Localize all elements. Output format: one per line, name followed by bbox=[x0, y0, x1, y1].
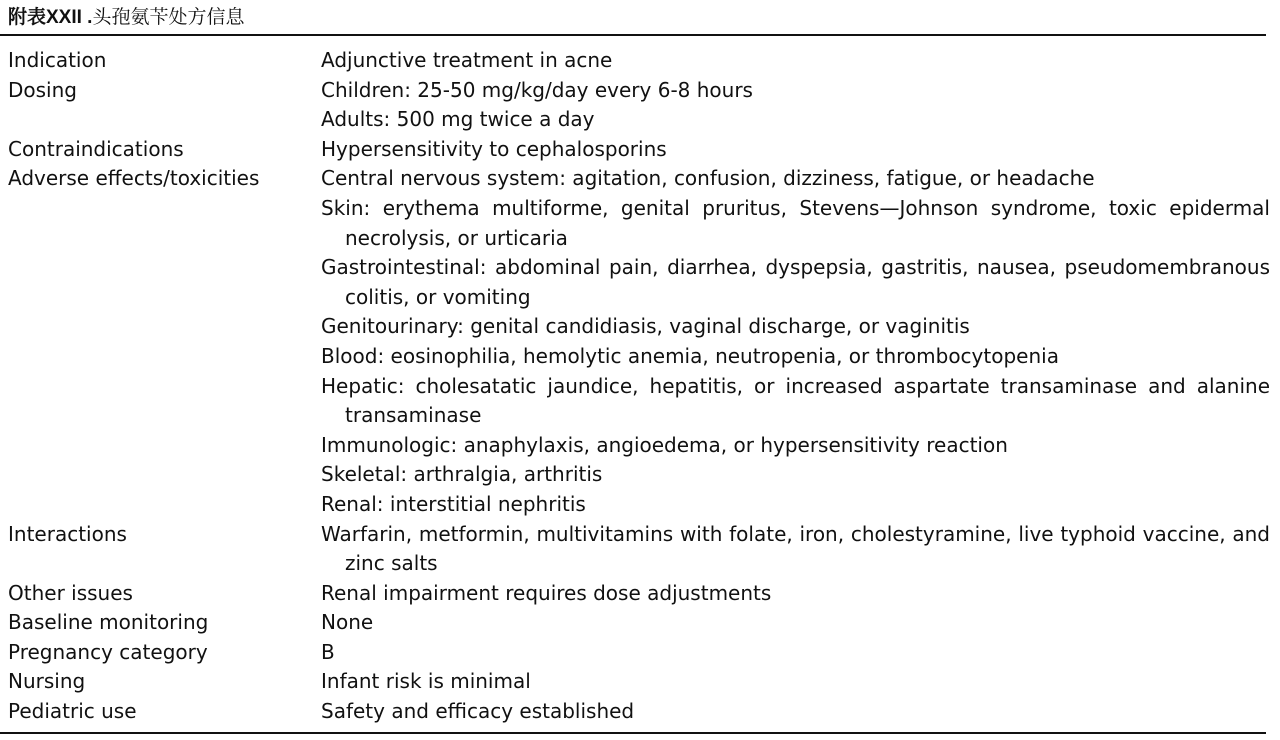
row-value-line: Skeletal: arthralgia, arthritis bbox=[321, 462, 603, 487]
row-label: Interactions bbox=[8, 521, 127, 546]
table-row bbox=[8, 76, 1270, 135]
row-label: Other issues bbox=[8, 580, 133, 605]
table-caption-label: 附表XXII . bbox=[8, 7, 93, 28]
row-value-line: Warfarin, metformin, multivitamins with folate, iron, cholestyramine, live typhoid vaccine, and zinc salts bbox=[321, 521, 1270, 576]
row-values bbox=[321, 638, 1270, 668]
row-value-line: Central nervous system: agitation, confusion, dizziness, fatigue, or headache bbox=[321, 166, 1095, 191]
table-row bbox=[8, 667, 1270, 697]
row-value-line: Adjunctive treatment in acne bbox=[321, 48, 613, 72]
row-value-line: Skin: erythema multiforme, genital pruritus, Stevens—Johnson syndrome, toxic epidermal necrolysis, or urticaria bbox=[321, 195, 1270, 250]
table-row bbox=[8, 520, 1270, 579]
table-top-rule bbox=[0, 34, 1266, 36]
row-label: Dosing bbox=[8, 77, 77, 102]
row-values bbox=[321, 135, 1270, 165]
row-label: Pediatric use bbox=[8, 699, 137, 724]
table-caption-title: 头孢氨苄处方信息 bbox=[92, 7, 245, 28]
row-label: Nursing bbox=[8, 669, 86, 694]
table-row bbox=[8, 608, 1270, 638]
row-values bbox=[321, 76, 1270, 135]
table-row bbox=[8, 46, 1270, 76]
table-caption bbox=[8, 4, 244, 31]
table-row bbox=[8, 579, 1270, 609]
row-values bbox=[321, 46, 1270, 76]
table-row bbox=[8, 135, 1270, 165]
row-values bbox=[321, 579, 1270, 609]
prescribing-info-table bbox=[8, 46, 1270, 727]
row-label: Pregnancy category bbox=[8, 639, 208, 664]
table-bottom-rule bbox=[0, 732, 1266, 734]
row-value-line: Genitourinary: genital candidiasis, vaginal discharge, or vaginitis bbox=[321, 314, 970, 339]
row-value-line: Gastrointestinal: abdominal pain, diarrhea, dyspepsia, gastritis, nausea, pseudomembranous colitis, or vomiting bbox=[321, 255, 1270, 309]
row-label: Indication bbox=[8, 48, 107, 72]
row-values bbox=[321, 520, 1270, 579]
row-label: Adverse effects/toxicities bbox=[8, 166, 260, 191]
row-label: Contraindications bbox=[8, 136, 184, 161]
row-value-line: Renal impairment requires dose adjustments bbox=[321, 580, 772, 605]
row-values bbox=[321, 608, 1270, 638]
row-value-line: Children: 25-50 mg/kg/day every 6-8 hours bbox=[321, 77, 753, 102]
row-value-line: Safety and efficacy established bbox=[321, 699, 635, 724]
row-values bbox=[321, 164, 1270, 519]
row-value-line: Hypersensitivity to cephalosporins bbox=[321, 136, 667, 161]
table-row bbox=[8, 638, 1270, 668]
table-row bbox=[8, 164, 1270, 519]
row-values bbox=[321, 667, 1270, 697]
row-value-line: None bbox=[321, 610, 374, 635]
row-value-line: Renal: interstitial nephritis bbox=[321, 491, 586, 516]
row-value-line: Immunologic: anaphylaxis, angioedema, or hypersensitivity reaction bbox=[321, 432, 1008, 457]
row-value-line: Adults: 500 mg twice a day bbox=[321, 107, 595, 132]
row-values bbox=[321, 697, 1270, 727]
row-value-line: Infant risk is minimal bbox=[321, 669, 531, 694]
row-value-line: B bbox=[321, 639, 335, 664]
row-label: Baseline monitoring bbox=[8, 610, 209, 635]
row-value-line: Blood: eosinophilia, hemolytic anemia, neutropenia, or thrombocytopenia bbox=[321, 343, 1059, 368]
row-value-line: Hepatic: cholesatatic jaundice, hepatitis, or increased aspartate transaminase and alanine transaminase bbox=[321, 373, 1270, 428]
table-row bbox=[8, 697, 1270, 727]
